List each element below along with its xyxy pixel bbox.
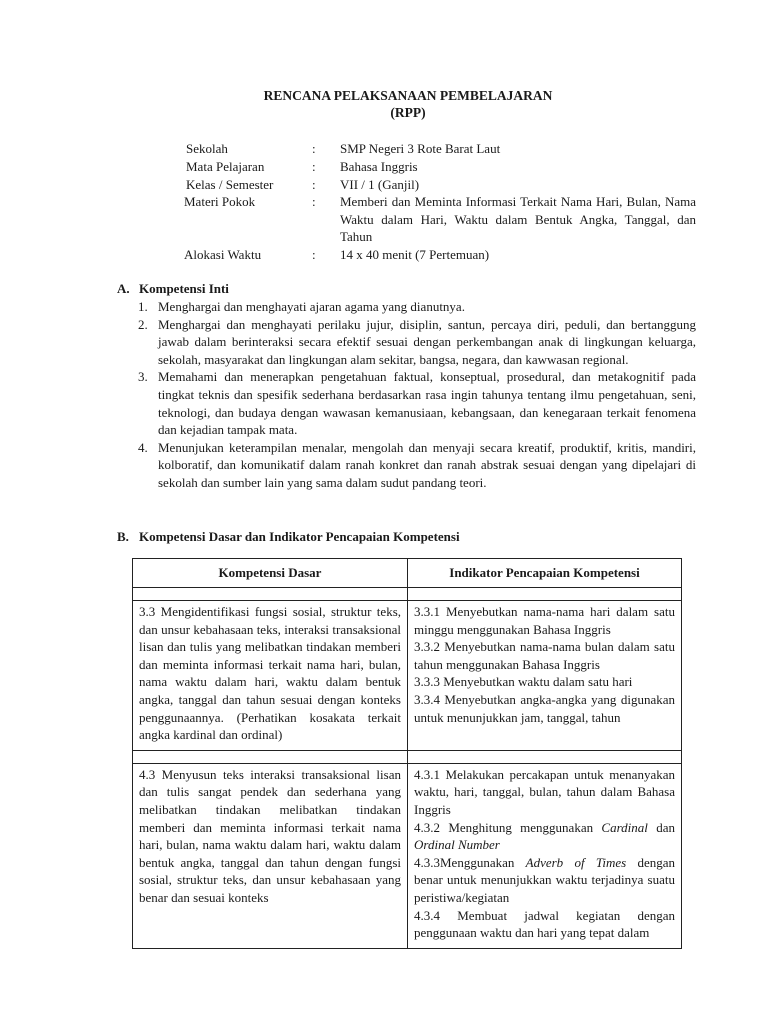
section-letter: A. (117, 281, 130, 296)
list-text: Menghargai dan menghayati ajaran agama yang dianutnya. (158, 299, 465, 314)
list-number: 2. (138, 316, 148, 332)
list-item (138, 298, 696, 316)
identity-label: Kelas / Semester (186, 177, 274, 192)
document-subtitle: (RPP) (390, 105, 426, 120)
table-spacer (133, 750, 682, 763)
section-title: Kompetensi Inti (139, 281, 229, 296)
indikator-item: 3.3.1 Menyebutkan nama-nama hari dalam satu minggu menggunakan Bahasa Inggris (414, 604, 675, 637)
identity-colon: : (312, 247, 316, 262)
indikator-item: 3.3.4 Menyebutkan angka-angka yang digunakan untuk menunjukkan jam, tanggal, tahun (414, 691, 675, 725)
list-text: Menunjukan keterampilan menalar, mengolah dan menyaji secara kreatif, produktif, kritis, mandiri, kolboratif, dan komunikatif dalam ranah konkret dan ranah abstrak sesuai dengan yang dipelajari di sekolah dan sumber lain yang sama dalam sudut pandang teori. (158, 439, 696, 490)
table-row (133, 601, 682, 751)
indikator-cell (408, 601, 682, 751)
indikator-term: Adverb of Times (525, 854, 627, 870)
identity-colon: : (312, 141, 316, 156)
table-header-kd: Kompetensi Dasar (133, 559, 408, 588)
section-letter: B. (117, 529, 129, 544)
identity-label: Materi Pokok (184, 194, 256, 209)
indikator-item: 4.3.4 Membuat jadwal kegiatan dengan penggunaan waktu dan hari yang tepat dalam (414, 907, 675, 941)
kd-indikator-table (132, 558, 682, 949)
table-row (133, 763, 682, 948)
indikator-item: 3.3.3 Menyebutkan waktu dalam satu hari (414, 674, 633, 690)
identity-value: SMP Negeri 3 Rote Barat Laut (340, 141, 501, 156)
indikator-text: 4.3.3Menggunakan (414, 854, 526, 870)
identity-label: Sekolah (186, 141, 228, 156)
identity-value: Bahasa Inggris (340, 159, 418, 174)
indikator-text: dengan benar untuk menunjukkan waktu terjadinya suatu peristiwa/kegiatan (414, 854, 675, 905)
list-text: Menghargai dan menghayati perilaku jujur, disiplin, santun, percaya diri, peduli, dan bertanggung jawab dalam berinteraksi secara efektif sesuai dengan perkembangan anak di lingkungan keluarga, sekolah, masyarakat dan lingkungan alam sekitar, bangsa, negara, dan kawwasan regional. (158, 316, 696, 367)
list-item (138, 439, 696, 492)
indikator-item (414, 819, 675, 854)
table-header-indikator: Indikator Pencapaian Kompetensi (408, 559, 682, 588)
indikator-cell (408, 763, 682, 948)
indikator-text: 4.3.2 Menghitung menggunakan (414, 819, 602, 835)
identity-value: 14 x 40 menit (7 Pertemuan) (340, 247, 490, 262)
kompetensi-inti-list (138, 298, 696, 492)
identity-colon: : (312, 194, 316, 209)
kd-cell: 4.3 Menyusun teks interaksi transaksional lisan dan tulis sangat pendek dan sederhana yang melibatkan tindakan melibatkan tindakan memberi dan meminta informasi terkait nama hari, bulan, nama waktu dalam hari, waktu dalam bentuk angka, tanggal dan tahun dengan fungsi sosial, struktur teks, dan unsur kebahasaan yang benar dan sesuai konteks (133, 763, 408, 948)
identity-value: VII / 1 (Ganjil) (340, 177, 420, 192)
identity-colon: : (312, 177, 316, 192)
indikator-term: Cardinal (601, 819, 648, 835)
table-spacer (133, 588, 682, 601)
document-title: RENCANA PELAKSANAAN PEMBELAJARAN (263, 88, 553, 103)
list-item (138, 368, 696, 438)
identity-value: Memberi dan Meminta Informasi Terkait Nama Hari, Bulan, Nama Waktu dalam Hari, Waktu dalam Bentuk Angka, Tanggal, dan Tahun (340, 194, 696, 244)
indikator-term: Ordinal Number (414, 837, 500, 853)
list-item (138, 316, 696, 369)
indikator-item (414, 854, 675, 907)
section-title: Kompetensi Dasar dan Indikator Pencapaian Kompetensi (139, 529, 460, 544)
identity-colon: : (312, 159, 316, 174)
section-a-heading (117, 281, 229, 297)
list-number: 4. (138, 439, 148, 455)
section-b-heading (117, 529, 460, 545)
list-text: Memahami dan menerapkan pengetahuan faktual, konseptual, prosedural, dan metakognitif pada tingkat teknis dan spesifik sederhana berdasarkan rasa ingin tahunya tentang ilmu pengetahuan, seni, teknologi, dan budaya dengan wawasan kemanusiaan, kebangsaan, dan kenegaraan terkait fenomena dan kejadian tampak mata. (158, 369, 696, 438)
indikator-item: 4.3.1 Melakukan percakapan untuk menanyakan waktu, hari, tanggal, bulan, tahun dalam Bahasa Inggris (414, 766, 675, 817)
list-number: 1. (138, 299, 148, 314)
indikator-text: dan (647, 819, 675, 835)
list-number: 3. (138, 369, 148, 385)
identity-label: Mata Pelajaran (186, 159, 265, 174)
table-header-row (133, 559, 682, 588)
identity-label: Alokasi Waktu (184, 247, 262, 262)
indikator-item: 3.3.2 Menyebutkan nama-nama bulan dalam satu tahun menggunakan Bahasa Inggris (414, 639, 675, 672)
kd-cell: 3.3 Mengidentifikasi fungsi sosial, struktur teks, dan unsur kebahasaan teks, interaksi transaksional lisan dan tulis yang melibatkan tindakan memberi dan meminta informasi terkait nama hari, bulan, nama waktu dalam hari, waktu dalam bentuk angka, tanggal dan tahun sesuai dengan konteks penggunaannya. (Perhatikan kosakata terkait angka kardinal dan ordinal) (133, 601, 408, 751)
